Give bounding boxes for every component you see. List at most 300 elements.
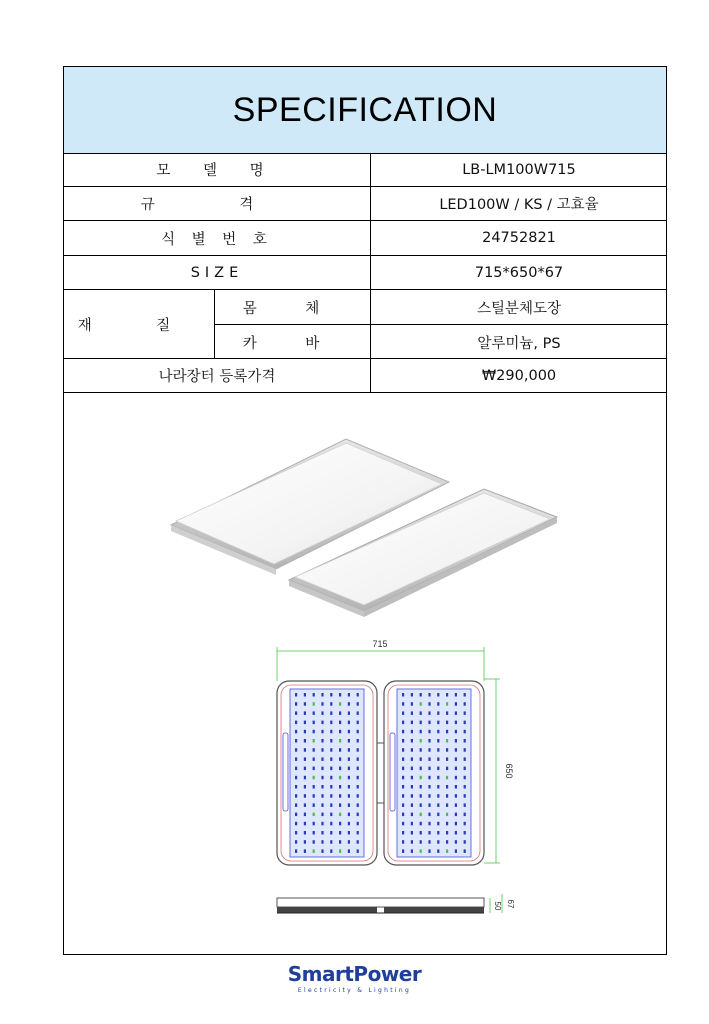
led-chip (464, 767, 466, 771)
led-chip (348, 849, 350, 853)
led-chip (330, 794, 332, 798)
led-chip (402, 822, 404, 826)
led-chip (313, 693, 315, 697)
led-chip (348, 757, 350, 761)
led-chip (455, 785, 457, 789)
led-chip (313, 794, 315, 798)
led-chip (339, 831, 341, 835)
led-chip (313, 785, 315, 789)
led-chip (330, 849, 332, 853)
led-chip (348, 693, 350, 697)
led-chip (464, 711, 466, 715)
led-chip (402, 813, 404, 817)
led-chip (402, 840, 404, 844)
led-chip (339, 767, 341, 771)
led-chip (420, 757, 422, 761)
led-chip (348, 822, 350, 826)
led-chip (428, 831, 430, 835)
spec-sheet (63, 66, 667, 955)
led-chip (402, 776, 404, 780)
led-chip (295, 748, 297, 752)
led-chip (411, 739, 413, 743)
led-chip (321, 776, 323, 780)
brand-logo (0, 962, 709, 994)
led-chip (295, 813, 297, 817)
led-chip (295, 767, 297, 771)
led-chip (348, 730, 350, 734)
led-chip (313, 840, 315, 844)
led-chip (464, 785, 466, 789)
led-chip (420, 776, 422, 780)
led-chip (348, 840, 350, 844)
led-chip (402, 711, 404, 715)
led-chip (464, 757, 466, 761)
led-chip (455, 767, 457, 771)
led-chip (455, 757, 457, 761)
led-chip (455, 730, 457, 734)
led-chip (402, 767, 404, 771)
led-chip (330, 702, 332, 706)
led-chip (357, 849, 359, 853)
led-chip (446, 785, 448, 789)
brand-name: SmartPower (287, 962, 422, 986)
led-chip (348, 711, 350, 715)
led-chip (348, 785, 350, 789)
led-chip (339, 840, 341, 844)
led-chip (357, 776, 359, 780)
row-size (64, 256, 666, 290)
led-chip (357, 794, 359, 798)
led-chip (428, 748, 430, 752)
led-chip (304, 730, 306, 734)
led-chip (455, 831, 457, 835)
led-chip (313, 831, 315, 835)
led-chip (357, 767, 359, 771)
led-chip (455, 702, 457, 706)
led-chip (330, 822, 332, 826)
model-value: LB-LM100W715 (462, 161, 576, 178)
led-chip (420, 702, 422, 706)
led-chip (437, 849, 439, 853)
led-chip (321, 721, 323, 725)
material-cover-value: 알루미늄, PS (477, 335, 561, 352)
led-chip (446, 767, 448, 771)
led-chip (402, 739, 404, 743)
led-chip (330, 693, 332, 697)
led-chip (455, 693, 457, 697)
led-chip (321, 822, 323, 826)
led-chip (295, 831, 297, 835)
led-chip (295, 840, 297, 844)
led-chip (313, 822, 315, 826)
led-chip (339, 739, 341, 743)
led-chip (411, 757, 413, 761)
led-chip (330, 785, 332, 789)
led-chip (464, 702, 466, 706)
side-elevation (277, 894, 515, 913)
standard-value: LED100W / KS / 고효율 (439, 197, 599, 213)
led-chip (330, 739, 332, 743)
led-chip (339, 813, 341, 817)
led-chip (428, 711, 430, 715)
price-label: 나라장터 등록가격 (158, 369, 276, 385)
led-chip (455, 739, 457, 743)
led-chip (411, 767, 413, 771)
led-chip (304, 849, 306, 853)
led-chip (437, 776, 439, 780)
led-chip (446, 711, 448, 715)
led-chip (428, 813, 430, 817)
led-chip (313, 767, 315, 771)
led-chip (295, 849, 297, 853)
led-chip (428, 702, 430, 706)
led-chip (339, 849, 341, 853)
plan-drawing (277, 639, 514, 865)
led-chip (464, 794, 466, 798)
led-chip (295, 785, 297, 789)
led-chip (411, 702, 413, 706)
row-model (64, 153, 666, 187)
led-chip (455, 840, 457, 844)
led-chip (428, 721, 430, 725)
row-id-number (64, 221, 666, 256)
led-chip (402, 849, 404, 853)
led-chip (402, 702, 404, 706)
led-chip (446, 748, 448, 752)
led-chip (330, 776, 332, 780)
led-chip (357, 721, 359, 725)
led-chip (446, 702, 448, 706)
led-chip (455, 711, 457, 715)
led-chip (437, 711, 439, 715)
led-chip (321, 840, 323, 844)
led-chip (321, 757, 323, 761)
led-chip (339, 757, 341, 761)
led-chip (330, 721, 332, 725)
led-chip (304, 822, 306, 826)
led-chip (437, 785, 439, 789)
led-chip (321, 813, 323, 817)
standard-label: 규 격 (140, 197, 294, 213)
led-chip (411, 794, 413, 798)
material-body-label: 몸 체 (242, 300, 342, 317)
led-chip (304, 831, 306, 835)
led-chip (348, 767, 350, 771)
led-chip (295, 730, 297, 734)
led-chip (411, 813, 413, 817)
led-chip (313, 730, 315, 734)
led-chip (304, 711, 306, 715)
led-chip (321, 711, 323, 715)
size-value: 715*650*67 (474, 264, 564, 281)
led-chip (446, 794, 448, 798)
led-chip (420, 721, 422, 725)
led-chip (437, 702, 439, 706)
led-chip (437, 721, 439, 725)
led-chip (313, 757, 315, 761)
led-chip (464, 748, 466, 752)
height-dimension-outer: 67 (506, 899, 515, 909)
led-chip (455, 721, 457, 725)
led-chip (428, 822, 430, 826)
led-chip (437, 803, 439, 807)
led-chip (420, 822, 422, 826)
led-chip (348, 748, 350, 752)
led-chip (321, 702, 323, 706)
led-chip (455, 748, 457, 752)
led-chip (357, 693, 359, 697)
led-chip (313, 721, 315, 725)
led-chip (295, 711, 297, 715)
led-chip (304, 767, 306, 771)
led-chip (428, 767, 430, 771)
led-chip (420, 794, 422, 798)
led-chip (330, 730, 332, 734)
led-chip (330, 831, 332, 835)
led-chip (464, 831, 466, 835)
led-chip (304, 748, 306, 752)
led-chip (464, 776, 466, 780)
led-chip (313, 813, 315, 817)
led-chip (420, 711, 422, 715)
led-chip (446, 822, 448, 826)
led-chip (455, 822, 457, 826)
led-chip (357, 711, 359, 715)
led-chip (428, 693, 430, 697)
led-chip (411, 748, 413, 752)
led-chip (420, 693, 422, 697)
led-chip (330, 767, 332, 771)
led-chip (428, 757, 430, 761)
led-chip (321, 748, 323, 752)
led-chip (411, 822, 413, 826)
led-chip (455, 794, 457, 798)
led-chip (321, 693, 323, 697)
led-chip (455, 776, 457, 780)
led-chip (321, 730, 323, 734)
led-chip (295, 757, 297, 761)
led-chip (330, 803, 332, 807)
led-chip (304, 794, 306, 798)
led-chip (339, 748, 341, 752)
led-chip (321, 803, 323, 807)
led-chip (464, 840, 466, 844)
led-chip (295, 693, 297, 697)
led-chip (295, 721, 297, 725)
led-chip (304, 840, 306, 844)
led-chip (402, 693, 404, 697)
led-chip (428, 730, 430, 734)
led-chip (339, 803, 341, 807)
led-chip (446, 840, 448, 844)
led-chip (446, 693, 448, 697)
led-chip (437, 757, 439, 761)
led-chip (339, 711, 341, 715)
led-chip (420, 831, 422, 835)
led-chip (313, 748, 315, 752)
led-chip (402, 721, 404, 725)
led-chip (464, 849, 466, 853)
material-label: 재 질 (77, 317, 201, 334)
led-chip (402, 785, 404, 789)
led-chip (348, 702, 350, 706)
led-chip (420, 849, 422, 853)
brand-tagline: Electricity & Lighting (297, 987, 412, 994)
led-chip (321, 767, 323, 771)
led-chip (313, 776, 315, 780)
led-chip (428, 849, 430, 853)
led-chip (402, 730, 404, 734)
led-chip (348, 721, 350, 725)
led-chip (446, 803, 448, 807)
led-chip (304, 776, 306, 780)
led-chip (313, 702, 315, 706)
led-chip (411, 693, 413, 697)
led-chip (446, 849, 448, 853)
led-chip (295, 803, 297, 807)
led-chip (357, 831, 359, 835)
led-chip (330, 711, 332, 715)
led-chip (357, 803, 359, 807)
led-chip (304, 739, 306, 743)
led-chip (420, 739, 422, 743)
led-chip (428, 794, 430, 798)
led-chip (437, 767, 439, 771)
product-figure-area (64, 393, 666, 953)
height-dimension-inner: 50 (493, 901, 502, 911)
led-chip (437, 822, 439, 826)
led-chip (304, 693, 306, 697)
led-chip (446, 721, 448, 725)
document-title: SPECIFICATION (64, 67, 666, 154)
led-chip (428, 776, 430, 780)
led-chip (357, 702, 359, 706)
led-chip (402, 748, 404, 752)
led-chip (295, 702, 297, 706)
led-chip (304, 702, 306, 706)
led-chip (339, 794, 341, 798)
led-chip (330, 748, 332, 752)
led-chip (304, 803, 306, 807)
led-chip (313, 803, 315, 807)
led-chip (420, 767, 422, 771)
led-chip (402, 794, 404, 798)
led-chip (437, 794, 439, 798)
led-chip (446, 776, 448, 780)
led-chip (304, 721, 306, 725)
led-chip (428, 840, 430, 844)
led-chip (295, 739, 297, 743)
model-label: 모 델 명 (156, 163, 278, 179)
led-chip (420, 730, 422, 734)
led-chip (321, 849, 323, 853)
id-number-value: 24752821 (482, 230, 556, 246)
led-chip (411, 711, 413, 715)
led-chip (357, 813, 359, 817)
led-chip (420, 840, 422, 844)
led-chip (330, 757, 332, 761)
led-chip (464, 813, 466, 817)
led-chip (411, 721, 413, 725)
led-chip (420, 813, 422, 817)
led-chip (464, 693, 466, 697)
led-chip (321, 831, 323, 835)
led-chip (357, 785, 359, 789)
led-chip (437, 748, 439, 752)
row-price (64, 359, 666, 393)
led-chip (357, 822, 359, 826)
led-chip (339, 776, 341, 780)
led-chip (411, 776, 413, 780)
led-chip (420, 748, 422, 752)
led-chip (304, 813, 306, 817)
led-chip (428, 739, 430, 743)
led-chip (339, 730, 341, 734)
row-standard (64, 187, 666, 221)
led-chip (348, 831, 350, 835)
led-chip (437, 831, 439, 835)
led-chip (348, 794, 350, 798)
width-dimension: 715 (372, 639, 388, 649)
row-material (64, 290, 666, 359)
led-chip (402, 803, 404, 807)
led-chip (313, 849, 315, 853)
led-chip (446, 813, 448, 817)
led-chip (446, 757, 448, 761)
led-chip (411, 785, 413, 789)
led-chip (357, 730, 359, 734)
price-value: ₩290,000 (481, 367, 557, 384)
led-chip (330, 840, 332, 844)
led-chip (411, 831, 413, 835)
led-chip (357, 840, 359, 844)
led-chip (304, 785, 306, 789)
led-chip (464, 730, 466, 734)
led-chip (321, 785, 323, 789)
led-chip (339, 721, 341, 725)
led-chip (313, 739, 315, 743)
led-chip (339, 702, 341, 706)
led-chip (464, 739, 466, 743)
led-chip (339, 693, 341, 697)
led-chip (348, 803, 350, 807)
led-chip (402, 831, 404, 835)
led-chip (437, 693, 439, 697)
material-body-value: 스틸분체도장 (476, 300, 562, 317)
led-chip (402, 757, 404, 761)
led-chip (437, 730, 439, 734)
led-chip (348, 776, 350, 780)
led-chip (357, 757, 359, 761)
led-chip (428, 803, 430, 807)
led-chip (437, 813, 439, 817)
led-chip (304, 757, 306, 761)
product-render (64, 393, 668, 953)
led-chip (428, 785, 430, 789)
led-chip (411, 849, 413, 853)
led-chip (420, 785, 422, 789)
led-chip (321, 794, 323, 798)
led-chip (455, 849, 457, 853)
led-chip (321, 739, 323, 743)
led-chip (446, 730, 448, 734)
led-chip (446, 739, 448, 743)
led-chip (464, 721, 466, 725)
led-chip (437, 739, 439, 743)
led-chip (411, 840, 413, 844)
led-chip (295, 822, 297, 826)
led-chip (411, 730, 413, 734)
